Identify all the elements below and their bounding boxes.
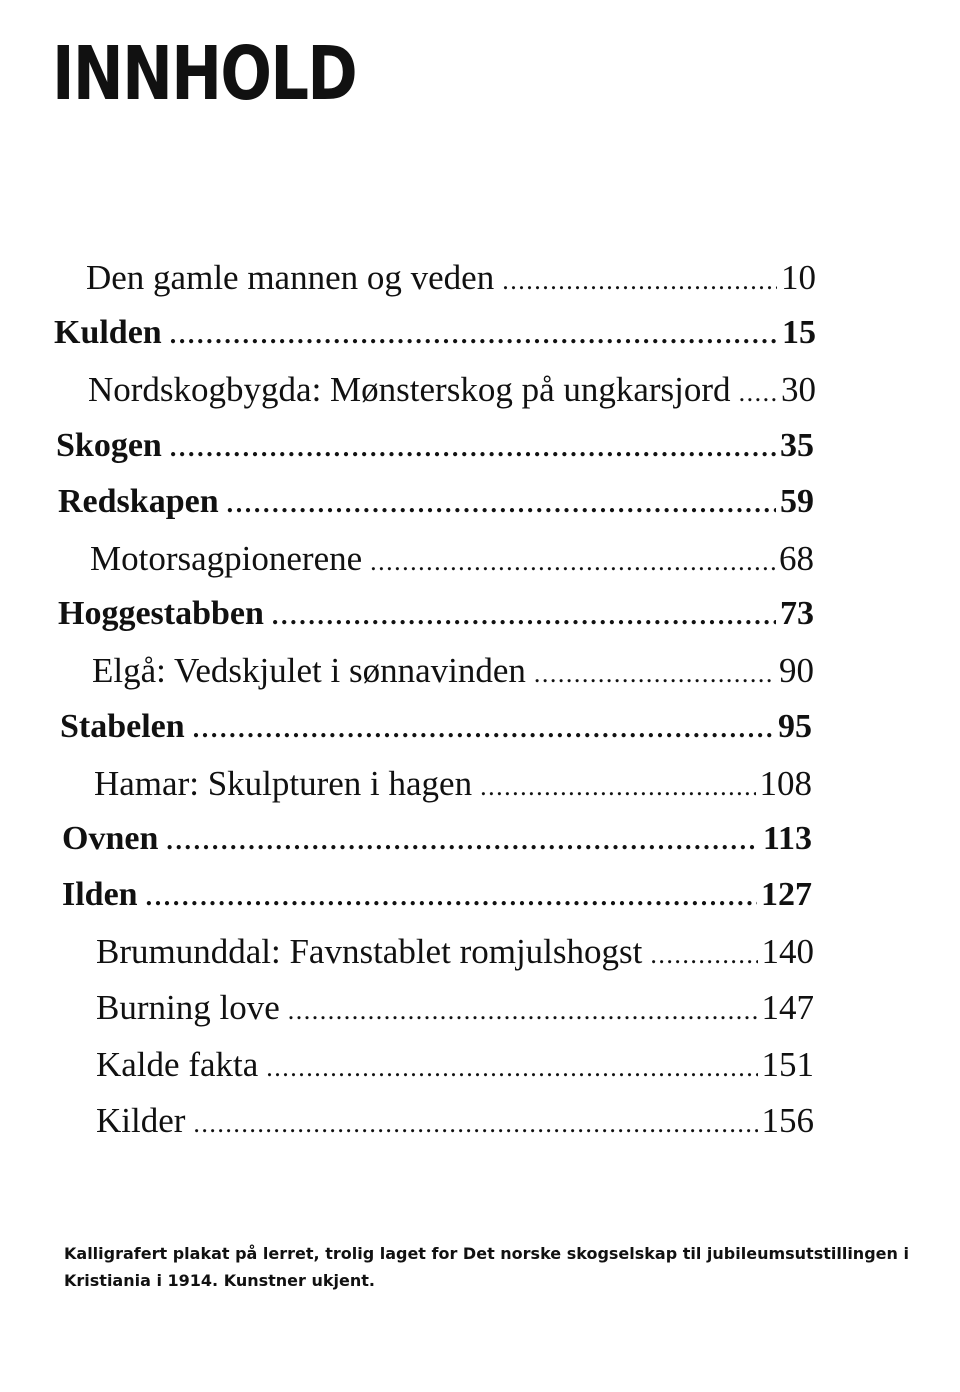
- toc-leader-dots: [288, 996, 758, 1026]
- toc-entry-page: 151: [761, 1044, 814, 1084]
- toc-leader-dots: [193, 714, 774, 744]
- image-caption: Kalligrafert plakat på lerret, trolig laget for Det norske skogselskap til jubileumsutstillingen i Kristiania i 1914. Kunstner ukjent.: [64, 1244, 909, 1290]
- toc-leader-dots: [146, 882, 757, 912]
- toc-entry-title: Motorsagpionerene: [90, 538, 363, 578]
- toc-entry: [0, 708, 960, 764]
- toc-entry-title: Hoggestabben: [58, 595, 264, 633]
- toc-entry-page: 113: [762, 819, 812, 857]
- toc-entry-title: Kilder: [96, 1100, 186, 1140]
- toc-entry-title: Ovnen: [62, 819, 159, 857]
- toc-entry-title: Redskapen: [58, 482, 219, 520]
- toc-entry-page: 73: [780, 595, 814, 633]
- toc-entry-page: 127: [761, 876, 812, 914]
- toc-entry: [0, 764, 960, 820]
- toc-leader-dots: [272, 601, 776, 631]
- toc-entry: [0, 427, 960, 483]
- toc-entry: [0, 539, 960, 595]
- toc-leader-dots: [170, 433, 776, 463]
- toc-entry-page: 59: [780, 482, 814, 520]
- toc-entry-page: 95: [778, 707, 812, 745]
- toc-leader-dots: [650, 940, 757, 970]
- toc-entry: [0, 1045, 960, 1101]
- toc-entry-title: Burning love: [96, 988, 280, 1028]
- toc-entry-title: Kalde fakta: [96, 1044, 259, 1084]
- toc-leader-dots: [534, 659, 775, 689]
- toc-leader-dots: [502, 266, 777, 296]
- toc-entry: [0, 876, 960, 932]
- toc-entry-page: 156: [761, 1100, 814, 1140]
- toc-leader-dots: [166, 826, 759, 856]
- toc-entry-page: 30: [781, 370, 816, 410]
- toc-entry-page: 147: [761, 988, 814, 1028]
- toc-entry: [0, 988, 960, 1044]
- toc-leader-dots: [480, 772, 755, 802]
- toc-entry-title: Skogen: [56, 426, 162, 464]
- toc-entry: [0, 483, 960, 539]
- toc-entry-page: 140: [761, 932, 814, 972]
- toc-entry: [0, 1101, 960, 1157]
- toc-entry: [0, 932, 960, 988]
- toc-entry-title: Hamar: Skulpturen i hagen: [94, 763, 473, 803]
- toc-entry-page: 35: [780, 426, 814, 464]
- toc-entry-title: Den gamle mannen og veden: [86, 258, 495, 297]
- toc-entry: [0, 651, 960, 707]
- toc-entry-page: 15: [782, 314, 816, 352]
- toc-leader-dots: [170, 320, 778, 350]
- table-of-contents: [0, 258, 960, 1157]
- page-title: INNHOLD: [52, 31, 357, 117]
- toc-entry-page: 10: [781, 258, 816, 297]
- toc-leader-dots: [739, 378, 777, 408]
- toc-entry-page: 108: [759, 763, 812, 803]
- toc-entry-title: Kulden: [54, 314, 162, 352]
- toc-leader-dots: [193, 1109, 757, 1139]
- toc-entry: [0, 258, 960, 314]
- toc-entry-title: Brumunddal: Favnstablet romjulshogst: [96, 932, 643, 972]
- toc-leader-dots: [370, 547, 775, 577]
- toc-entry-page: 90: [779, 651, 814, 691]
- toc-entry: [0, 370, 960, 426]
- toc-leader-dots: [266, 1053, 757, 1083]
- toc-entry-title: Stabelen: [60, 707, 185, 745]
- toc-entry: [0, 595, 960, 651]
- toc-entry-page: 68: [779, 538, 814, 578]
- toc-entry: [0, 314, 960, 370]
- toc-entry-title: Ilden: [62, 876, 138, 914]
- toc-leader-dots: [227, 489, 776, 519]
- toc-entry-title: Elgå: Vedskjulet i sønnavinden: [92, 651, 526, 691]
- toc-entry-title: Nordskogbygda: Mønsterskog på ungkarsjord: [88, 370, 731, 410]
- toc-entry: [0, 820, 960, 876]
